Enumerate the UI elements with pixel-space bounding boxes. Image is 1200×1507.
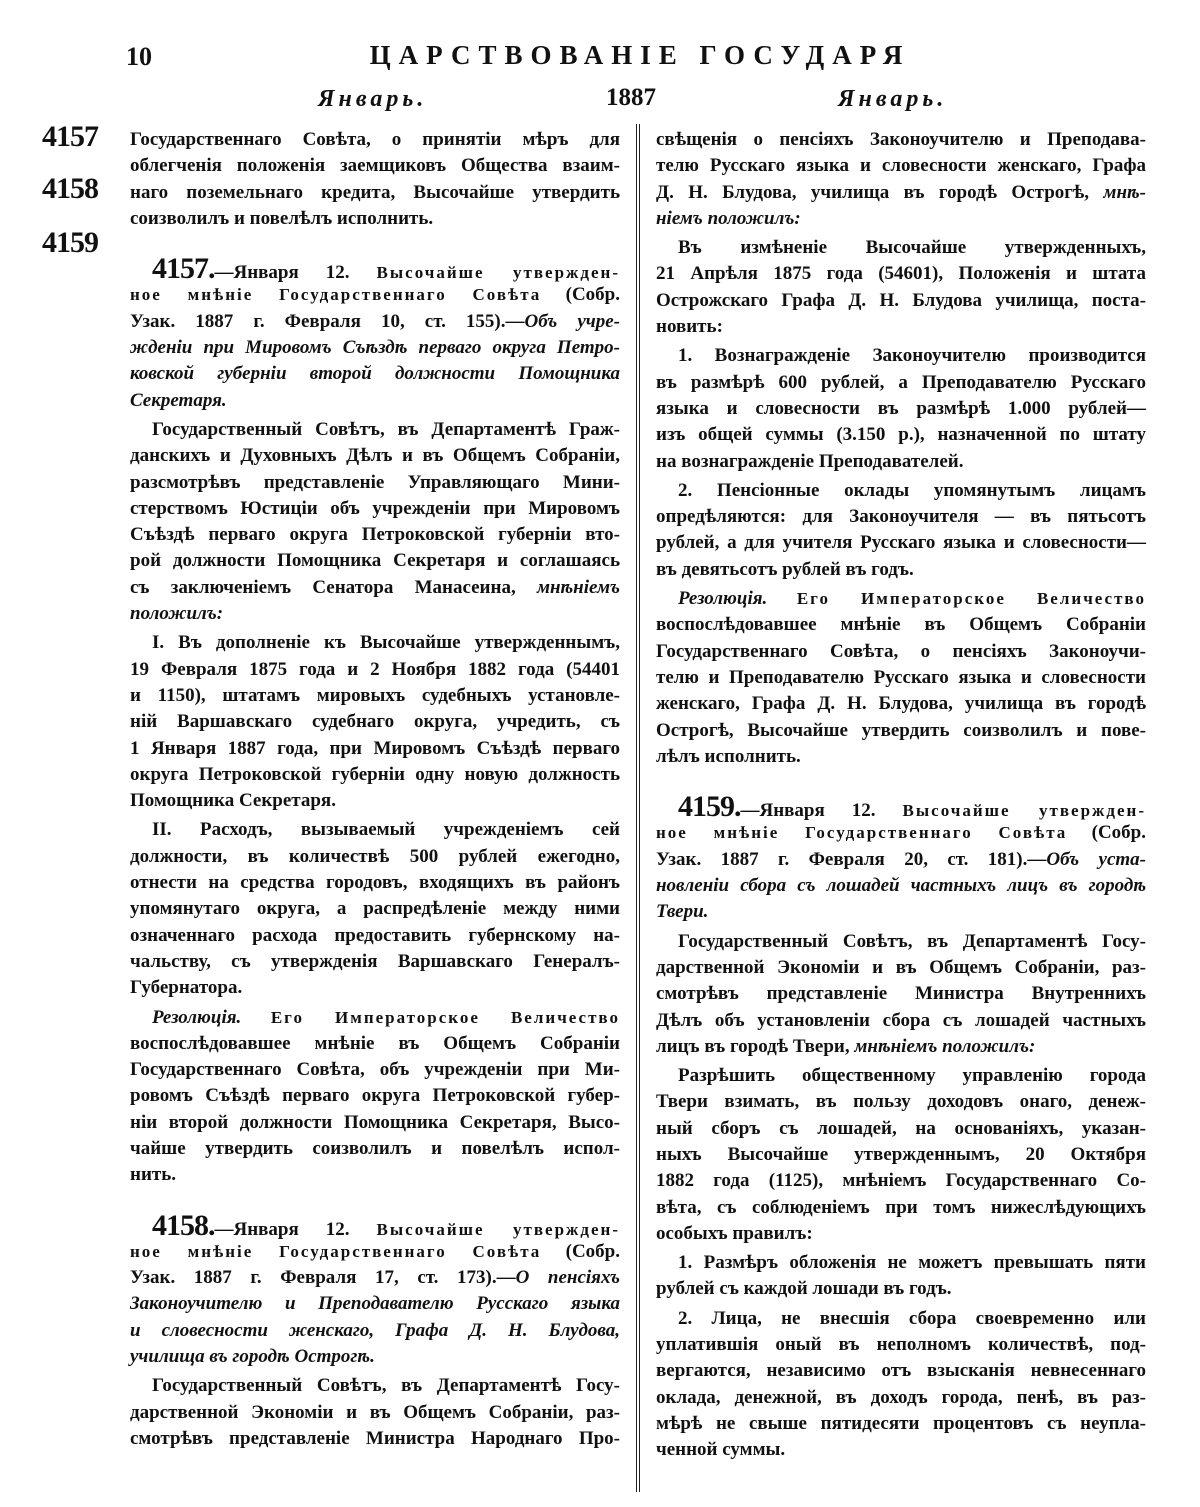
text-line bbox=[130, 1136, 620, 1162]
paragraph bbox=[656, 343, 1146, 474]
text-line bbox=[130, 630, 620, 656]
text-line bbox=[656, 314, 1146, 340]
text-segment: лѣлъ исполнить. bbox=[656, 745, 801, 767]
text-segment: означеннаго расхода предоставить губернскому на- bbox=[130, 924, 620, 946]
text-segment: телю и Преподавателю Русскаго языка и словесности bbox=[656, 666, 1146, 688]
month-left: Январь. bbox=[318, 86, 428, 112]
margin-number: 4159 bbox=[42, 226, 98, 259]
text-segment: свѣщенія о пенсіяхъ Законоучителю и Преподава- bbox=[656, 129, 1146, 150]
text-segment: (Собр. bbox=[1067, 822, 1146, 844]
text-segment: Его Императорское Величество bbox=[796, 589, 1146, 609]
text-segment: телю Русскаго языка и словесности женскаго, Графа bbox=[656, 155, 1146, 177]
text-line bbox=[656, 288, 1146, 314]
text-line bbox=[130, 206, 620, 232]
left-column bbox=[130, 127, 620, 1455]
text-line bbox=[130, 762, 620, 788]
text-line bbox=[656, 478, 1146, 504]
entry-number: 4158. bbox=[152, 1208, 215, 1242]
text-segment: Узак. 1887 г. Февраля 17, ст. 173).— bbox=[130, 1267, 516, 1289]
text-line bbox=[656, 929, 1146, 955]
text-line bbox=[656, 1437, 1146, 1463]
entry-heading bbox=[130, 1208, 620, 1371]
paragraph bbox=[656, 586, 1146, 770]
text-line bbox=[656, 981, 1146, 1007]
paragraph bbox=[656, 1250, 1146, 1303]
text-line bbox=[130, 817, 620, 843]
text-segment: Д. Н. Блудова, училища въ городѣ Острогѣ, bbox=[656, 181, 1104, 203]
text-segment: Узак. 1887 г. Февраля 20, ст. 181).— bbox=[656, 848, 1047, 870]
text-line bbox=[130, 180, 620, 206]
text-segment: рой должности Помощника Секретаря и соглашаясь bbox=[130, 550, 620, 572]
text-line bbox=[130, 417, 620, 443]
text-line bbox=[130, 975, 620, 1001]
text-segment: упомянутаго округа, а распредѣленіе между ними bbox=[130, 898, 620, 920]
text-segment: языка и словесности въ размѣрѣ 1.000 рублей— bbox=[656, 397, 1146, 419]
text-line bbox=[130, 657, 620, 683]
text-line bbox=[656, 127, 1146, 153]
text-line bbox=[130, 736, 620, 762]
paragraph bbox=[656, 478, 1146, 583]
margin-number: 4158 bbox=[42, 172, 98, 205]
text-segment: Острогѣ, Высочайше утвердить соизволилъ и пове- bbox=[656, 719, 1146, 741]
text-line bbox=[656, 847, 1146, 873]
text-line bbox=[656, 343, 1146, 369]
text-line bbox=[130, 1318, 620, 1344]
italic-text: ніемъ положилъ: bbox=[656, 207, 801, 229]
text-segment: въ девятьсотъ рублей въ годъ. bbox=[656, 558, 914, 580]
text-line bbox=[130, 601, 620, 627]
text-line bbox=[656, 396, 1146, 422]
text-line bbox=[656, 1250, 1146, 1276]
text-segment: ній Варшавскаго судебнаго округа, учредить, съ bbox=[130, 711, 620, 733]
text-segment: Высочайше утвержден- bbox=[376, 263, 620, 283]
text-segment: 1882 года (1125), мнѣніемъ Государственнаго Со- bbox=[656, 1170, 1146, 1192]
text-segment: Государственный Совѣтъ, въ Департаментѣ Граж- bbox=[152, 418, 620, 440]
text-line bbox=[656, 504, 1146, 530]
italic-text: и словесности женскаго, Графа Д. Н. Блудова, bbox=[130, 1319, 620, 1341]
text-segment: въ размѣрѣ 600 рублей, а Преподавателю Русскаго bbox=[656, 371, 1146, 393]
text-segment: ченной суммы. bbox=[656, 1439, 786, 1461]
text-line bbox=[656, 180, 1146, 206]
text-segment: чальству, съ утвержденія Варшавскаго Генералъ- bbox=[130, 950, 620, 972]
text-segment: —Января 12. bbox=[214, 262, 377, 284]
text-segment: стерствомъ Юстиціи объ учрежденіи при Мировомъ bbox=[130, 497, 620, 519]
text-line bbox=[656, 153, 1146, 179]
italic-text: Объ учре- bbox=[524, 310, 620, 332]
text-line bbox=[656, 235, 1146, 261]
text-line bbox=[656, 1142, 1146, 1168]
text-line bbox=[130, 1373, 620, 1399]
paragraph bbox=[130, 630, 620, 814]
text-segment: разсмотрѣвъ представленіе Управляющаго Мини- bbox=[130, 471, 620, 493]
text-line bbox=[130, 282, 620, 308]
italic-text: Законоучителю и Преподавателю Русскаго языка bbox=[130, 1293, 620, 1315]
text-segment: ное мнѣніе Государственнаго Совѣта bbox=[130, 285, 542, 305]
text-segment: рублей съ каждой лошади въ годъ. bbox=[656, 1278, 952, 1300]
text-line bbox=[130, 335, 620, 361]
italic-text: мнѣніемъ положилъ: bbox=[854, 1035, 1036, 1057]
text-line bbox=[130, 1031, 620, 1057]
text-segment: —Января 12. bbox=[214, 1218, 377, 1240]
text-line bbox=[130, 1426, 620, 1452]
text-line bbox=[656, 1089, 1146, 1115]
text-segment: воспослѣдовавшее мнѣніе въ Общемъ Собраніи bbox=[130, 1032, 620, 1054]
text-line bbox=[130, 1400, 620, 1426]
text-line bbox=[656, 955, 1146, 981]
text-segment: 2. Лица, не внесшія сбора своевременно или bbox=[678, 1307, 1146, 1329]
text-line bbox=[130, 1057, 620, 1083]
text-segment: Въ измѣненіе Высочайше утвержденныхъ, bbox=[678, 237, 1146, 259]
text-line bbox=[656, 744, 1146, 770]
text-segment: Разрѣшить общественному управленію города bbox=[678, 1065, 1146, 1087]
italic-text: мнѣ- bbox=[1103, 181, 1146, 203]
text-segment: II. Расходъ, вызываемый учрежденіемъ сей bbox=[152, 819, 620, 841]
text-line bbox=[130, 1208, 620, 1242]
text-line bbox=[130, 1083, 620, 1109]
text-line bbox=[130, 470, 620, 496]
entry-heading bbox=[130, 252, 620, 414]
text-segment: ный сборъ съ лошадей, на основаніяхъ, указан- bbox=[656, 1117, 1146, 1139]
italic-text: Секретаря. bbox=[130, 389, 227, 411]
text-segment: ніи второй должности Помощника Секретаря, Высо- bbox=[130, 1111, 620, 1133]
text-line bbox=[656, 718, 1146, 744]
text-segment: вѣта, съ соблюденіемъ при томъ нижеслѣдующихъ bbox=[656, 1196, 1146, 1218]
text-line bbox=[656, 1221, 1146, 1247]
text-segment: Съѣздѣ перваго округа Петроковской губерніи вто- bbox=[130, 524, 620, 546]
text-segment: уплатившія оный въ неполномъ количествѣ, под- bbox=[656, 1334, 1146, 1356]
column-divider bbox=[636, 124, 640, 1492]
text-line bbox=[656, 1358, 1146, 1384]
italic-text: Твери. bbox=[656, 901, 709, 923]
italic-text: училища въ городѣ Острогѣ. bbox=[130, 1346, 375, 1368]
text-segment: Государственнаго Совѣта, объ учрежденіи при Ми- bbox=[130, 1059, 620, 1081]
text-segment: оклада, денежной, въ доходъ города, пенѣ, въ раз- bbox=[656, 1386, 1146, 1408]
text-line bbox=[130, 153, 620, 179]
running-title: ЦАРСТВОВАНІЕ ГОСУДАРЯ bbox=[369, 40, 911, 70]
text-line bbox=[656, 790, 1146, 824]
paragraph bbox=[130, 417, 620, 627]
text-line bbox=[656, 422, 1146, 448]
text-segment: Высочайше утвержден- bbox=[376, 1219, 620, 1239]
entry-number: 4157. bbox=[152, 252, 215, 286]
text-line bbox=[656, 206, 1146, 232]
text-segment: Высочайше утвержден- bbox=[902, 801, 1146, 821]
text-segment: опредѣляются: для Законоучителя — въ пятьсотъ bbox=[656, 506, 1146, 528]
italic-text: Объ уста- bbox=[1046, 848, 1146, 870]
text-segment: (Собр. bbox=[541, 1240, 620, 1262]
text-segment: ное мнѣніе Государственнаго Совѣта bbox=[656, 823, 1068, 843]
margin-number: 4157 bbox=[42, 120, 98, 153]
italic-text: положилъ: bbox=[130, 603, 224, 625]
year: 1887 bbox=[606, 84, 656, 111]
text-line bbox=[130, 1162, 620, 1188]
text-segment: рублей, а для учителя Русскаго языка и словесности— bbox=[656, 532, 1146, 554]
text-segment: отнести на средства городовъ, входящихъ въ районъ bbox=[130, 872, 620, 894]
paragraph bbox=[656, 235, 1146, 340]
text-line bbox=[130, 1110, 620, 1136]
text-line bbox=[130, 443, 620, 469]
text-segment: Его Императорское Величество bbox=[270, 1007, 620, 1027]
text-segment: мѣрѣ не свыше пятидесяти процентовъ съ неупла- bbox=[656, 1412, 1146, 1434]
text-segment: ное мнѣніе Государственнаго Совѣта bbox=[130, 1241, 542, 1261]
text-segment: облегченія положенія заемщиковъ Общества взаим- bbox=[130, 155, 620, 177]
paragraph bbox=[130, 1373, 620, 1452]
text-segment: смотрѣвъ представленіе Министра Внутреннихъ bbox=[656, 983, 1146, 1005]
text-line bbox=[130, 1265, 620, 1291]
text-segment: дарственной Экономіи и въ Общемъ Собраніи, раз- bbox=[130, 1401, 620, 1423]
text-line bbox=[656, 873, 1146, 899]
text-segment: Твери взимать, въ пользу доходовъ онаго, денеж- bbox=[656, 1091, 1146, 1113]
text-segment: I. Въ дополненіе къ Высочайше утвержденнымъ, bbox=[152, 632, 620, 654]
text-line bbox=[656, 1034, 1146, 1060]
text-line bbox=[656, 586, 1146, 612]
entry-number: 4159. bbox=[678, 790, 741, 824]
text-segment: округа Петроковской губерніи одну новую должность bbox=[130, 763, 620, 785]
paragraph bbox=[656, 1063, 1146, 1247]
text-segment: соизволилъ и повелѣлъ исполнить. bbox=[130, 207, 434, 229]
text-segment: Губернатора. bbox=[130, 977, 243, 999]
text-line bbox=[656, 1385, 1146, 1411]
text-line bbox=[656, 691, 1146, 717]
italic-text: ковской губерніи второй должности Помощника bbox=[130, 363, 620, 385]
text-segment: Острожскаго Графа Д. Н. Блудова училища, поста- bbox=[656, 289, 1146, 311]
text-segment: (Собр. bbox=[541, 284, 620, 306]
page-number: 10 bbox=[126, 42, 152, 71]
text-segment: Государственный Совѣтъ, въ Департаментѣ Госу- bbox=[152, 1375, 620, 1397]
italic-text: О пенсіяхъ bbox=[515, 1267, 620, 1289]
text-segment: воспослѣдовавшее мнѣніе въ Общемъ Собраніи bbox=[656, 614, 1146, 636]
text-line bbox=[656, 261, 1146, 287]
text-line bbox=[130, 709, 620, 735]
text-segment: 1. Вознагражденіе Законоучителю производится bbox=[678, 345, 1146, 367]
text-segment: вергаются, независимо отъ взысканія невнесеннаго bbox=[656, 1360, 1146, 1382]
text-line bbox=[130, 844, 620, 870]
text-line bbox=[656, 899, 1146, 925]
text-line bbox=[130, 388, 620, 414]
text-line bbox=[130, 361, 620, 387]
text-line bbox=[656, 1306, 1146, 1332]
text-line bbox=[130, 896, 620, 922]
text-line bbox=[656, 1116, 1146, 1142]
text-line bbox=[656, 820, 1146, 846]
paragraph bbox=[656, 127, 1146, 232]
text-line bbox=[656, 665, 1146, 691]
text-line bbox=[130, 127, 620, 153]
text-segment: Государственный Совѣтъ, въ Департаментѣ Госу- bbox=[678, 930, 1146, 952]
text-segment: 1 Января 1887 года, при Мировомъ Съѣздѣ перваго bbox=[130, 737, 620, 759]
text-segment: изъ общей суммы (3.150 р.), назначенной по штату bbox=[656, 424, 1146, 446]
text-segment: Государственнаго Совѣта, о принятіи мѣръ для bbox=[130, 129, 620, 150]
text-segment: особыхъ правилъ: bbox=[656, 1222, 813, 1244]
text-segment: 2. Пенсіонные оклады упомянутымъ лицамъ bbox=[678, 479, 1146, 501]
text-segment: дарственной Экономіи и въ Общемъ Собраніи, раз- bbox=[656, 956, 1146, 978]
text-segment: наго поземельнаго кредита, Высочайше утвердить bbox=[130, 181, 620, 203]
text-segment: нить. bbox=[130, 1164, 177, 1186]
text-segment: новить: bbox=[656, 316, 723, 338]
paragraph bbox=[130, 817, 620, 1001]
entry-heading bbox=[656, 790, 1146, 925]
text-segment: 19 Февраля 1875 года и 2 Ноября 1882 года (54401 bbox=[130, 658, 620, 680]
text-line bbox=[656, 449, 1146, 475]
text-segment: 1. Размѣръ обложенія не можетъ превышать пяти bbox=[678, 1252, 1146, 1274]
text-line bbox=[130, 949, 620, 975]
text-line bbox=[130, 1344, 620, 1370]
text-segment: данскихъ и Духовныхъ Дѣлъ и въ Общемъ Собраніи, bbox=[130, 445, 620, 467]
italic-text: Резолюція. bbox=[678, 588, 797, 610]
text-line bbox=[656, 530, 1146, 556]
italic-text: жденіи при Мировомъ Съѣздѣ перваго округа Петро- bbox=[130, 337, 620, 359]
text-segment: лицъ въ городѣ Твери, bbox=[656, 1035, 855, 1057]
italic-text: мнѣніемъ bbox=[536, 576, 620, 598]
text-line bbox=[130, 522, 620, 548]
text-line bbox=[130, 1291, 620, 1317]
text-line bbox=[130, 1005, 620, 1031]
text-line bbox=[130, 788, 620, 814]
paragraph bbox=[656, 929, 1146, 1060]
text-segment: смотрѣвъ представленіе Министра Народнаго Про- bbox=[130, 1427, 620, 1449]
text-segment: женскаго, Графа Д. Н. Блудова, училища въ городѣ bbox=[656, 693, 1146, 715]
text-line bbox=[656, 1168, 1146, 1194]
text-line bbox=[656, 557, 1146, 583]
text-segment: и 1150), штатамъ мировыхъ судебныхъ установле- bbox=[130, 684, 620, 706]
text-line bbox=[656, 612, 1146, 638]
right-column bbox=[656, 127, 1146, 1467]
text-line bbox=[656, 639, 1146, 665]
text-line bbox=[130, 548, 620, 574]
text-segment: должности, въ количествѣ 500 рублей ежегодно, bbox=[130, 845, 620, 867]
text-segment: Узак. 1887 г. Февраля 10, ст. 155).— bbox=[130, 310, 525, 332]
text-segment: ныхъ Высочайше утвержденнымъ, 20 Октября bbox=[656, 1143, 1146, 1165]
paragraph bbox=[130, 1005, 620, 1189]
paragraph bbox=[130, 127, 620, 232]
paragraph bbox=[656, 1306, 1146, 1464]
text-segment: Государственнаго Совѣта, о пенсіяхъ Законоучи- bbox=[656, 640, 1146, 662]
text-line bbox=[656, 1195, 1146, 1221]
text-line bbox=[130, 1239, 620, 1265]
italic-text: новленіи сбора съ лошадей частныхъ лицъ въ городѣ bbox=[656, 875, 1146, 897]
text-line bbox=[130, 870, 620, 896]
text-segment: Дѣлъ объ установленіи сбора съ лошадей частныхъ bbox=[656, 1009, 1146, 1031]
text-line bbox=[130, 923, 620, 949]
text-line bbox=[656, 1063, 1146, 1089]
text-line bbox=[130, 252, 620, 286]
text-line bbox=[130, 496, 620, 522]
text-segment: Помощника Секретаря. bbox=[130, 790, 336, 812]
text-segment: 21 Апрѣля 1875 года (54601), Положенія и штата bbox=[656, 263, 1146, 285]
text-segment: —Января 12. bbox=[740, 800, 903, 822]
text-line bbox=[130, 575, 620, 601]
text-line bbox=[656, 370, 1146, 396]
text-line bbox=[130, 683, 620, 709]
text-line bbox=[656, 1411, 1146, 1437]
text-segment: чайше утвердить соизволилъ и повелѣлъ испол- bbox=[130, 1137, 620, 1159]
text-line bbox=[656, 1276, 1146, 1302]
text-line bbox=[656, 1332, 1146, 1358]
month-right: Январь. bbox=[838, 86, 948, 112]
text-segment: ровомъ Съѣздѣ перваго округа Петроковской губер- bbox=[130, 1085, 620, 1107]
text-line bbox=[656, 1008, 1146, 1034]
text-segment: съ заключеніемъ Сенатора Манасеина, bbox=[130, 576, 537, 598]
italic-text: Резолюція. bbox=[152, 1006, 271, 1028]
text-line bbox=[130, 309, 620, 335]
text-segment: на вознагражденіе Преподавателей. bbox=[656, 450, 964, 472]
